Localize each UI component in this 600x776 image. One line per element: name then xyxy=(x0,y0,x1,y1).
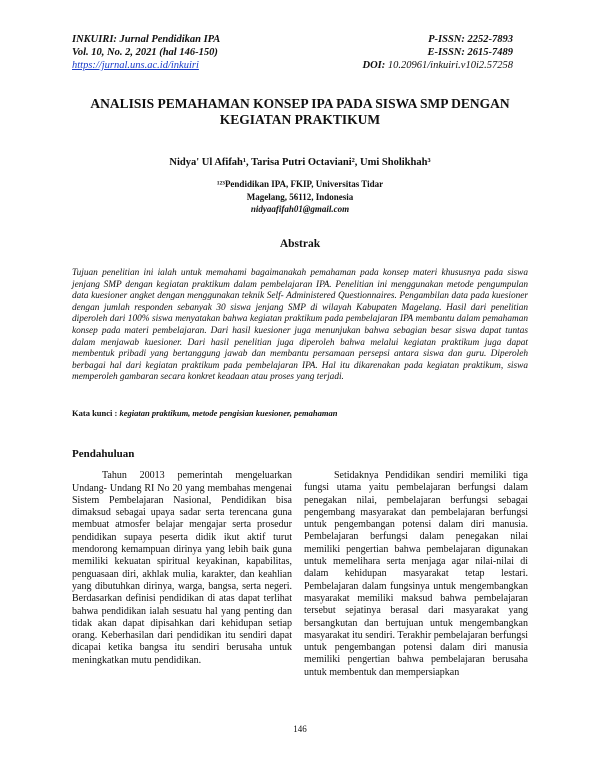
doi xyxy=(363,59,514,72)
keywords-text: kegiatan praktikum, metode pengisian kuesioner, pemahaman xyxy=(119,408,338,418)
affiliation-line-2: Magelang, 56112, Indonesia xyxy=(246,191,354,202)
doi-value: 10.20961/inkuiri.v10i2.57258 xyxy=(387,60,513,71)
affiliation-line-1: ¹²³Pendidikan IPA, FKIP, Universitas Tidar xyxy=(216,179,384,189)
body-paragraph: Setidaknya Pendidikan sendiri memiliki tiga fungsi utama yaitu pembelajaran berfungsi dalam penegakan nilai, pembelajaran berfungsi sebagai pengembang masyarakat dan pembelajaran berfungsi untuk pengembangan potensi dalam diri manusia. Pembelajaran berfungsi dalam penegakan nilai memiliki pengertian bahwa pembelajaran digunakan untuk memelihara serta menjaga agar nilai-nilai di dalam kehidupan masyarakat tetap lestari. Pembelajaran dalam fungsinya untuk mengembangkan masyarakat memiliki maksud bahwa pembelajaran tersebut sejatinya berasal dari masyarakat yang bersangkutan dan bertujuan untuk mengembangkan masyarakat itu sendiri. Terakhir pembelajaran berfungsi untuk pengembangan potensi dalam diri manusia memiliki pengertian bahwa pembelajaran berusaha untuk membentuk dan mempersiapkan xyxy=(304,470,528,678)
volume-info: Vol. 10, No. 2, 2021 (hal 146-150) xyxy=(72,47,218,58)
section-heading: Pendahuluan xyxy=(72,448,135,460)
journal-url-link[interactable]: https://jurnal.uns.ac.id/inkuiri xyxy=(72,60,199,71)
author-email: nidyaafifah01@gmail.com xyxy=(250,204,350,214)
affiliation xyxy=(72,178,528,216)
keywords-label: Kata kunci : xyxy=(72,408,118,418)
journal-name: INKUIRI: Jurnal Pendidikan IPA xyxy=(72,34,221,45)
doi-label: DOI: xyxy=(362,60,386,71)
p-issn: P-ISSN: 2252-7893 xyxy=(428,34,513,45)
body-column-left xyxy=(72,448,292,667)
running-header-right xyxy=(363,33,514,72)
page-number: 146 xyxy=(293,724,307,734)
paper-title: ANALISIS PEMAHAMAN KONSEP IPA PADA SISWA SMP DENGAN KEGIATAN PRAKTIKUM xyxy=(90,96,510,127)
abstract-heading: Abstrak xyxy=(279,238,321,250)
body-column-right xyxy=(304,470,528,679)
keywords xyxy=(72,408,528,418)
abstract-text: Tujuan penelitian ini ialah untuk memahami bagaimanakah pemahaman pada konsep materi khususnya pada siswa jenjang SMP dengan kegiatan praktikum dalam pembelajaran IPA. Penelitian ini menggunakan metode pengumpulan data kuesioner angket dengan menggunakan teknik Self- Administered Questionnaires. Pengambilan data pada kuesioner dengan jumlah responden sebanyak 30 siswa jenjang SMP di wilayah Kabupaten Magelang. Hasil dari penelitian diperoleh dari 100% siswa menyatakan bahwa kegiatan praktikum pada pembelajaran IPA membantu dalam pemahaman konsep pada materi pembelajaran. Dari hasil kuesioner juga menunjukan bahwa sebagian besar siswa dapat tuntas dalam menjawab kuesioner. Dari hasil penelitian juga diperoleh bahwa melalui kegiatan praktikum juga dapat membentuk pribadi yang bertanggung jawab dan membantu persamaan persepsi antara siswa dan guru. Diperoleh berbagai hal dari kegiatan praktikum pada pembelajaran IPA. Hal itu dikarenakan pada kegiatan praktikum, siswa memperoleh gambaran secara konkret keadaan atau proses yang terjadi. xyxy=(72,268,528,383)
author-list: Nidya' Ul Afifah¹, Tarisa Putri Octaviani², Umi Sholikhah³ xyxy=(169,157,431,168)
e-issn: E-ISSN: 2615-7489 xyxy=(427,47,513,58)
running-header-left xyxy=(72,33,220,72)
body-paragraph: Tahun 20013 pemerintah mengeluarkan Undang- Undang RI No 20 yang membahas mengenai Sistem Pembelajaran Nasional, Pendidikan bisa dimaksud sebagai upaya sadar serta terencana guna membuat atmosfer belajar mengajar serta prosedur pendidikan supaya peserta didik ikut aktif turut mendorong kemampuan dirinya yang lebih baik guna memiliki kekuatan spiritual keyakinan, kapabilitas, penguasaan diri, akhlak mulia, karakter, dan keahlian yang dibutuhkan dirinya, warga, bangsa, serta negeri. Berdasarkan definisi pendidikan di atas dapat terlihat bahwa pendidikan ialah sesuatu hal yang penting dan tidak akan dapat dipisahkan dari kehidupan setiap orang. Keberhasilan dari pendidikan itu sendiri dapat dicapai ketika bangsa itu sendiri berusaha untuk meningkatkan mutu pendidikan. xyxy=(72,470,292,666)
